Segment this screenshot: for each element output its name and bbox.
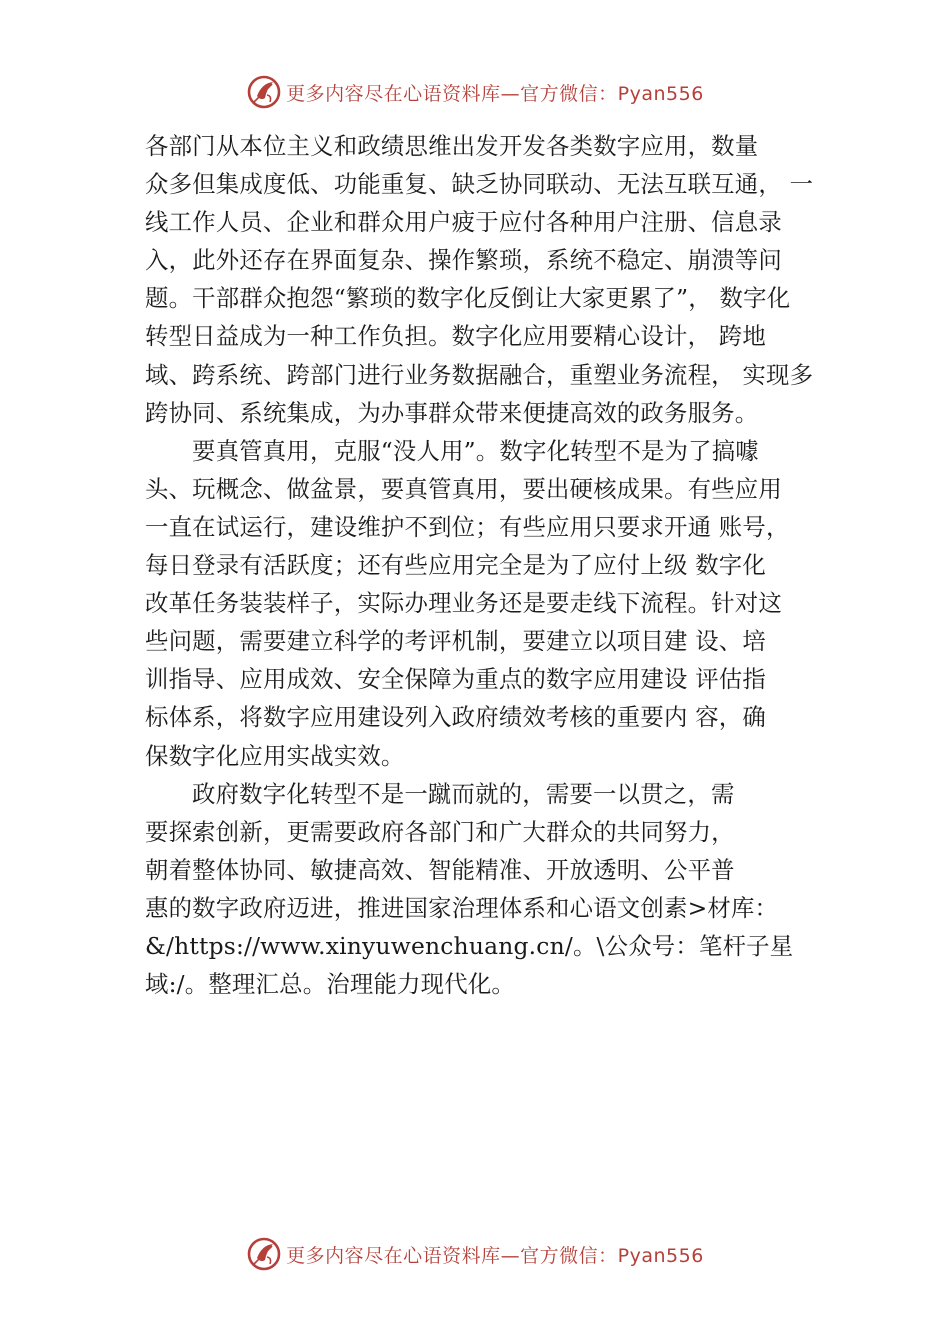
text-line: 朝着整体协同、敏捷高效、智能精准、开放透明、公平普 <box>145 855 735 884</box>
header-banner-text: 更多内容尽在心语资料库—官方微信：Pyan556 <box>286 82 704 105</box>
text-line: 政府数字化转型不是一蹴而就的，需要一以贯之，需 <box>192 779 735 808</box>
text-line: 训指导、应用成效、安全保障为重点的数字应用建设 评估指 <box>145 665 766 694</box>
paragraph-2 <box>145 432 835 775</box>
footer-banner-text: 更多内容尽在心语资料库—官方微信：Pyan556 <box>286 1244 704 1267</box>
text-line: 每日登录有活跃度；还有些应用完全是为了应付上级 数字化 <box>145 551 766 580</box>
paragraph-3 <box>145 775 835 1004</box>
text-line: &/https://www.xinyuwenchuang.cn/。\公众号：笔杆子星 <box>145 931 794 960</box>
text-line: 线工作人员、企业和群众用户疲于应付各种用户注册、信息录 <box>145 208 782 237</box>
text-line: 各部门从本位主义和政绩思维出发开发各类数字应用，数量 <box>145 132 759 160</box>
text-line: 域:/。整理汇总。治理能力现代化。 <box>145 970 516 999</box>
text-line: 转型日益成为一种工作负担。数字化应用要精心设计， 跨地 <box>145 322 766 351</box>
text-line: 入，此外还存在界面复杂、操作繁琐，系统不稳定、崩溃等问 <box>145 246 782 275</box>
text-line: 些问题，需要建立科学的考评机制，要建立以项目建 设、培 <box>145 627 766 656</box>
text-line: 头、玩概念、做盆景，要真管真用，要出硬核成果。有些应用 <box>145 474 782 503</box>
header-banner <box>0 70 950 114</box>
text-line: 标体系，将数字应用建设列入政府绩效考核的重要内 容，确 <box>145 703 766 732</box>
text-line: 题。干部群众抱怨“繁琐的数字化反倒让大家更累了”， 数字化 <box>145 284 791 313</box>
paragraph-1 <box>145 127 835 432</box>
text-line: 域、跨系统、跨部门进行业务数据融合，重塑业务流程， 实现多 <box>145 360 814 389</box>
document-body <box>145 127 835 1003</box>
text-line: 保数字化应用实战实效。 <box>145 741 405 770</box>
text-line: 一直在试运行，建设维护不到位；有些应用只要求开通 账号， <box>145 512 790 541</box>
text-line: 要探索创新，更需要政府各部门和广大群众的共同努力， <box>145 817 735 846</box>
footer-banner <box>0 1232 950 1276</box>
brand-logo-icon <box>246 74 282 110</box>
text-line: 众多但集成度低、功能重复、缺乏协同联动、无法互联互通， 一 <box>145 170 814 199</box>
brand-logo-icon <box>246 1236 282 1272</box>
text-line: 改革任务装装样子，实际办理业务还是要走线下流程。针对这 <box>145 589 782 618</box>
text-line: 惠的数字政府迈进，推进国家治理体系和心语文创素>材库： <box>145 893 779 922</box>
text-line: 跨协同、系统集成，为办事群众带来便捷高效的政务服务。 <box>145 398 759 427</box>
text-line: 要真管真用，克服“没人用”。数字化转型不是为了搞噱 <box>192 436 759 465</box>
